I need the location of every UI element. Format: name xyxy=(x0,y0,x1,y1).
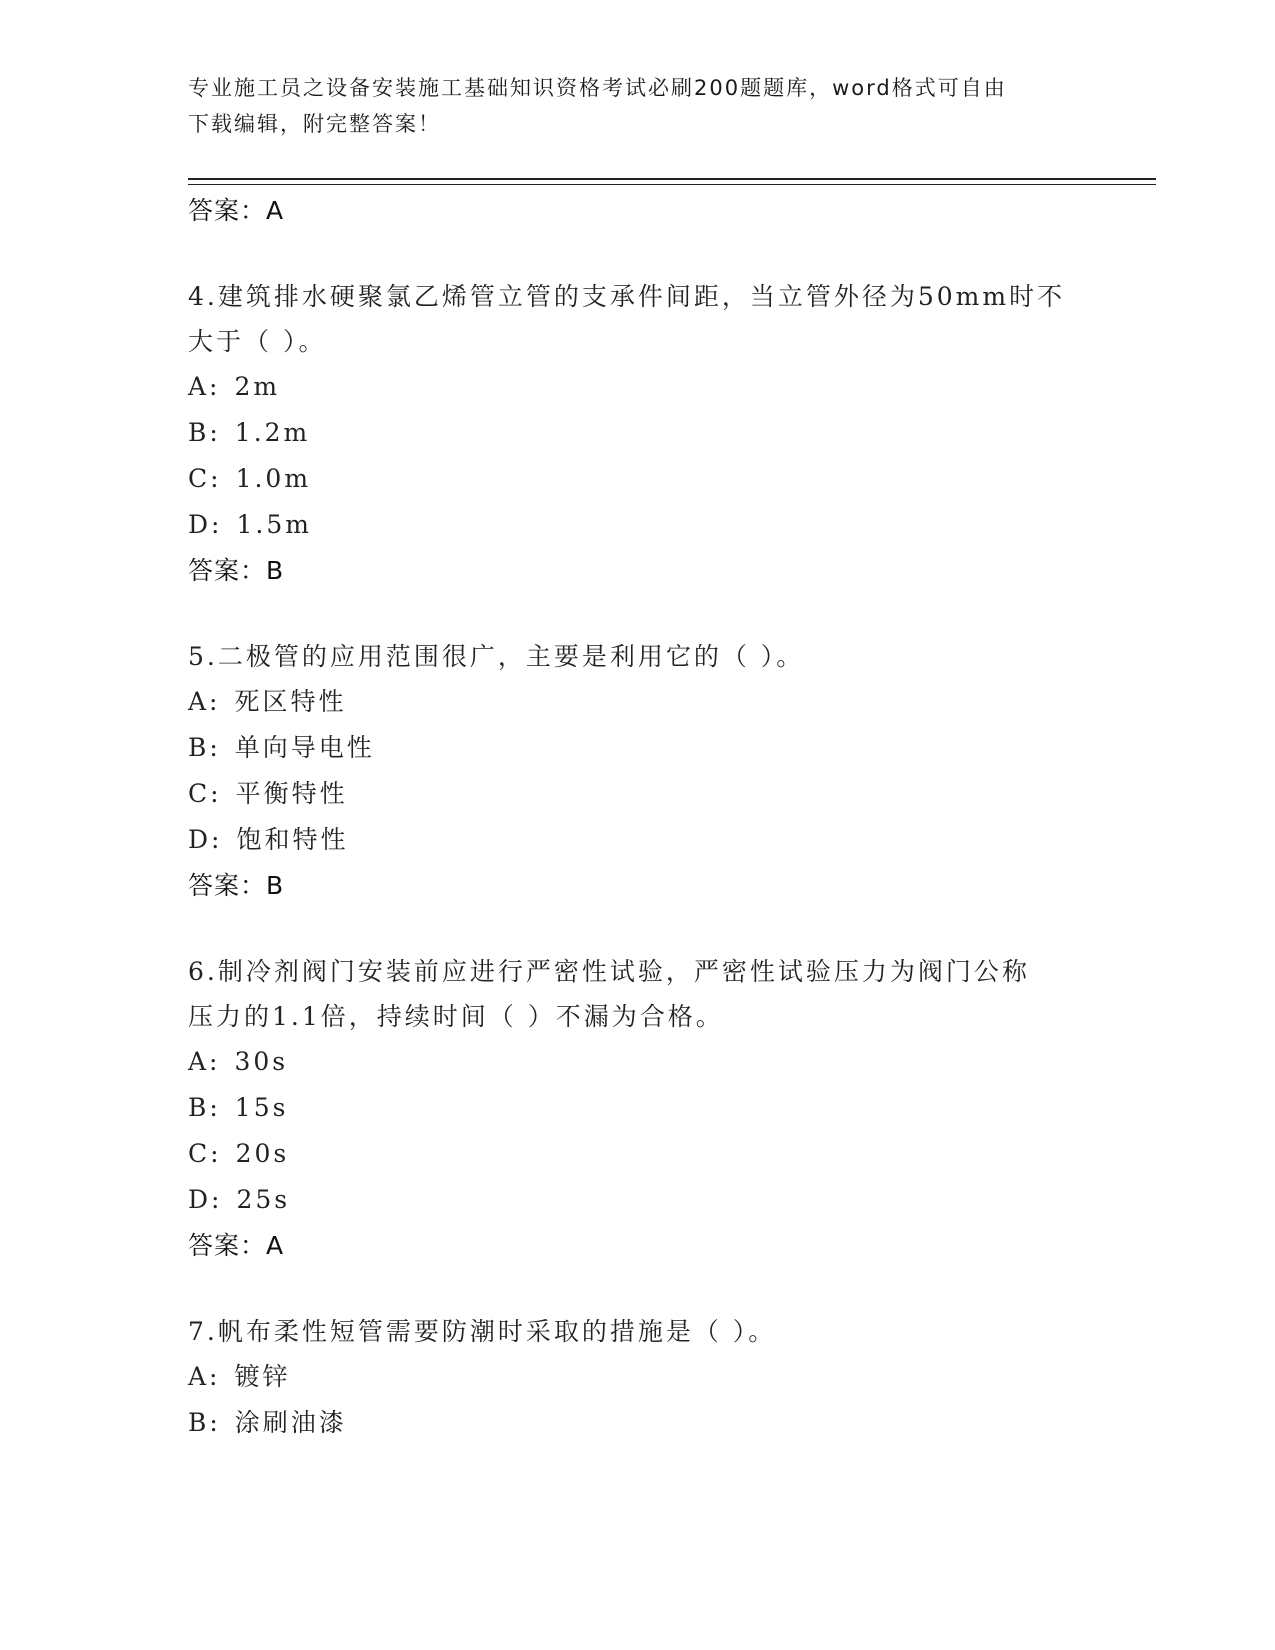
question-block xyxy=(188,274,1088,594)
option-text: 1.2m xyxy=(234,418,311,447)
option-letter: A: xyxy=(188,687,221,716)
header-rule-thick xyxy=(188,178,1156,180)
option-letter: D: xyxy=(188,1185,223,1214)
document-header xyxy=(188,70,1088,142)
option-text: 30s xyxy=(234,1047,289,1076)
option-letter: A: xyxy=(188,1047,221,1076)
option-a xyxy=(188,1039,1088,1085)
question-block xyxy=(188,949,1088,1269)
question-text: 4.建筑排水硬聚氯乙烯管立管的支承件间距，当立管外径为50mm时不 xyxy=(188,282,1066,311)
option-letter: B: xyxy=(188,733,221,762)
option-text: 平衡特性 xyxy=(235,779,348,808)
option-b xyxy=(188,1085,1088,1131)
question-text: 6.制冷剂阀门安装前应进行严密性试验，严密性试验压力为阀门公称 xyxy=(188,957,1030,986)
option-b xyxy=(188,410,1088,456)
option-letter: B: xyxy=(188,1093,221,1122)
answer-line: 答案：A xyxy=(188,196,285,225)
question-text: 7.帆布柔性短管需要防潮时采取的措施是（ ）。 xyxy=(188,1317,777,1346)
option-text: 死区特性 xyxy=(234,687,347,716)
answer-line: 答案：B xyxy=(188,556,285,585)
option-text: 镀锌 xyxy=(234,1362,291,1391)
option-letter: C: xyxy=(188,1139,222,1168)
question-block xyxy=(188,634,1088,909)
option-text: 2m xyxy=(234,372,281,401)
option-letter: B: xyxy=(188,418,221,447)
option-d xyxy=(188,1177,1088,1223)
question-text-continued: 压力的1.1倍，持续时间（ ）不漏为合格。 xyxy=(188,1002,724,1031)
option-c xyxy=(188,771,1088,817)
option-text: 1.5m xyxy=(236,510,312,539)
option-text: 涂刷油漆 xyxy=(234,1408,347,1437)
option-c xyxy=(188,1131,1088,1177)
option-d xyxy=(188,502,1088,548)
option-text: 1.0m xyxy=(235,464,312,493)
option-b xyxy=(188,1400,1088,1446)
option-a xyxy=(188,1354,1088,1400)
option-c xyxy=(188,456,1088,502)
option-letter: B: xyxy=(188,1408,221,1437)
header-line-2: 下载编辑，附完整答案！ xyxy=(188,112,441,136)
option-a xyxy=(188,364,1088,410)
question-list xyxy=(188,188,1088,1446)
option-letter: C: xyxy=(188,779,222,808)
option-text: 25s xyxy=(236,1185,291,1214)
option-letter: D: xyxy=(188,510,223,539)
question-text-continued: 大于（ ）。 xyxy=(188,327,327,356)
question-block xyxy=(188,1309,1088,1446)
option-letter: C: xyxy=(188,464,222,493)
answer-line: 答案：A xyxy=(188,1231,285,1260)
option-text: 20s xyxy=(235,1139,290,1168)
option-text: 单向导电性 xyxy=(234,733,375,762)
question-text: 5.二极管的应用范围很广，主要是利用它的（ ）。 xyxy=(188,642,805,671)
header-line-1: 专业施工员之设备安装施工基础知识资格考试必刷200题题库，word格式可自由 xyxy=(188,76,1007,100)
header-rule-thin xyxy=(188,184,1156,185)
option-a xyxy=(188,679,1088,725)
option-text: 15s xyxy=(234,1093,289,1122)
option-letter: A: xyxy=(188,1362,221,1391)
option-d xyxy=(188,817,1088,863)
option-letter: A: xyxy=(188,372,221,401)
option-letter: D: xyxy=(188,825,223,854)
option-b xyxy=(188,725,1088,771)
option-text: 饱和特性 xyxy=(236,825,349,854)
answer-line: 答案：B xyxy=(188,871,285,900)
